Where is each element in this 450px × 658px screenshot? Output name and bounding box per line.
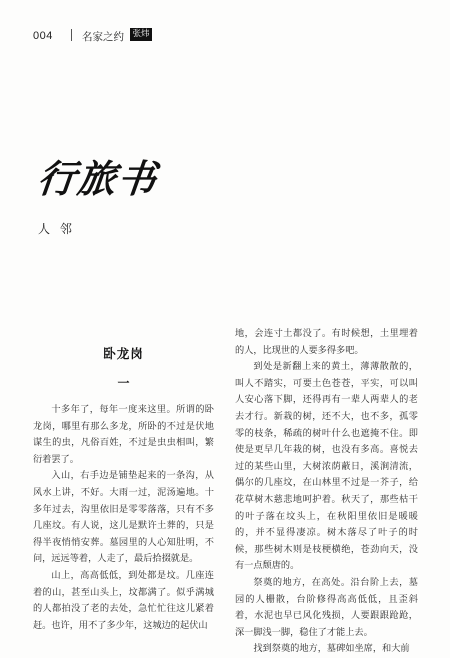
paragraph: 到处是新翻上来的黄土，薄薄散散的，叫人不踏实，可要土色苍苍，平实，可以叫人安心落下脚，还得再有一辈人两辈人的老去才行。新栽的树，还不大，也不多，孤零零的枝条，稀疏的树叶什么也遮掩不住。即使是更早几年栽的树，也没有多高。喜悦去过的某些山里，大树浓荫蔽日，溪涧清流，偶尔的几座坟，在山林里不过是一芥子，给花草树木慈悲地呵护着。秋天了，那些枯干的叶子落在坟头上，在秋阳里依旧是暖暖的，并不显得凄凉。树木落尽了叶子的时候，那些树木则是枝梗横绝，苍劲向天，没有一点颓唐的。 [235, 361, 418, 572]
article-title: 行旅书 [35, 156, 161, 201]
left-column [33, 402, 214, 634]
header-divider [71, 29, 72, 41]
paragraph: 祭奠的地方，在高处。沿台阶上去，墓园的人栅散，台阶修得高高低低，且歪斜着，水泥也早已风化残损，人要跟跟跄跄，深一脚浅一脚，稳住了才能上去。 [235, 576, 418, 638]
author-badge: 张炜 [130, 28, 152, 41]
paragraph: 十多年了，每年一度来这里。所谓的卧龙岗，哪里有那么多龙，所卧的不过是伏地谋生的虫，凡俗百姓，不过是虫虫相叫，繁衍着罢了。 [33, 404, 214, 465]
right-column [235, 326, 418, 658]
paragraph: 入山，右手边是铺垫起来的一条沟，从风水上讲，不好。大雨一过，泥汤遍地。十多年过去，沟里依旧是零零落落，只有不多几座坟。有人说，这儿是默许土葬的，只是得半夜悄悄安葬。墓园里的人心知肚明，不问，远远等着，人走了，最后拾掇就是。 [33, 470, 214, 565]
paragraph: 找到祭奠的地方，墓碑如坐席，和大前 [253, 643, 410, 655]
section-number: 一 [117, 376, 130, 390]
paragraph: 地，会连寸土都没了。有时候想，土里埋着的人，比现世的人要多得多吧。 [235, 328, 418, 356]
column-name: 名家之约 [82, 31, 124, 43]
section-title: 卧龙岗 [103, 346, 144, 361]
paragraph: 山上，高高低低，到处都是坟。几座连着的山，甚至山头上，坟都满了。似乎满城的人都拍没了老的去处，急忙忙往这儿紧着赶。也许，用不了多少年，这城边的起伏山 [33, 569, 214, 631]
page-number: 004 [33, 30, 53, 42]
author-name: 人 邻 [38, 222, 75, 236]
